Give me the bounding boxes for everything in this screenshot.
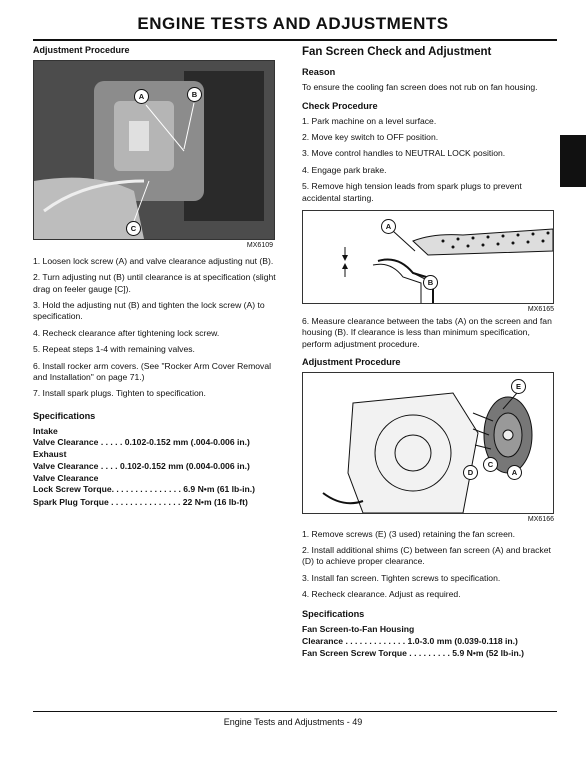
fan-screen-diagram-image	[303, 373, 553, 513]
figure-callout: B	[423, 275, 438, 290]
step-text: 5. Repeat steps 1-4 with remaining valves.	[33, 344, 195, 355]
step-text: 1. Park machine on a level surface.	[302, 115, 437, 126]
step-text: 2. Install additional shims (C) between fan screen (A) and bracket (D) to achieve proper clearance.	[302, 544, 551, 567]
specifications-heading: Specifications	[302, 609, 365, 620]
figure-callout: C	[126, 221, 141, 236]
spec-subhead: Valve Clearance	[33, 473, 99, 484]
spec-line: Valve Clearance . . . . 0.102-0.152 mm (0.004-0.006 in.)	[33, 460, 250, 471]
figure-callout: E	[511, 379, 526, 394]
step-text: 1. Loosen lock screw (A) and valve clearance adjusting nut (B).	[33, 256, 274, 267]
spec-line: Lock Screw Torque. . . . . . . . . . . . . . . 6.9 N•m (61 lb-in.)	[33, 484, 256, 495]
figure-callout: B	[187, 87, 202, 102]
step-text: 6. Measure clearance between the tabs (A) on the screen and fan housing (B). If clearance is less than minimum specification, perform adjustment procedure.	[302, 316, 552, 349]
spec-subhead: Intake	[33, 425, 58, 436]
figure-callout: D	[463, 465, 478, 480]
fan-screen-figure	[302, 372, 554, 514]
step-text: 2. Turn adjusting nut (B) until clearance is at specification (slight drag on feeler gauge [C]).	[33, 272, 276, 294]
adjustment-procedure-heading: Adjustment Procedure	[302, 357, 401, 368]
title-rule	[33, 39, 557, 41]
valve-adjustment-figure	[33, 60, 275, 240]
page-title: ENGINE TESTS AND ADJUSTMENTS	[137, 14, 449, 33]
figure-label: MX6165	[527, 305, 554, 313]
reason-text: To ensure the cooling fan screen does not rub on fan housing.	[302, 82, 538, 93]
step-text: 3. Move control handles to NEUTRAL LOCK position.	[302, 148, 506, 159]
step-text: 4. Recheck clearance. Adjust as required.	[302, 588, 461, 599]
figure-label: MX6109	[246, 241, 273, 249]
left-column	[33, 45, 286, 509]
step-text: 1. Remove screws (E) (3 used) retaining the fan screen.	[302, 528, 516, 539]
step-text: 4. Recheck clearance after tightening lock screw.	[33, 327, 220, 338]
check-procedure-heading: Check Procedure	[302, 100, 378, 111]
specifications-heading: Specifications	[33, 410, 96, 421]
step-text: 2. Move key switch to OFF position.	[302, 132, 439, 143]
figure-callout: A	[507, 465, 522, 480]
figure-callout: A	[134, 89, 149, 104]
section-thumb-tab	[560, 135, 586, 187]
page-footer: Engine Tests and Adjustments - 49	[223, 717, 363, 727]
clearance-figure	[302, 210, 554, 304]
step-text: 5. Remove high tension leads from spark plugs to prevent accidental starting.	[302, 181, 522, 203]
fan-screen-heading: Fan Screen Check and Adjustment	[302, 46, 492, 58]
step-text: 4. Engage park brake.	[302, 164, 387, 175]
step-text: 3. Install fan screen. Tighten screws to specification.	[302, 572, 501, 583]
valve-photo-image	[34, 61, 274, 239]
step-text: 6. Install rocker arm covers. (See "Rocker Arm Cover Removal and Installation" on page 71.)	[33, 360, 272, 382]
footer-rule	[33, 711, 557, 712]
right-column	[302, 45, 558, 660]
spec-line: Clearance . . . . . . . . . . . . . 1.0-3.0 mm (0.039-0.118 in.)	[302, 635, 518, 646]
spec-line: Fan Screen Screw Torque . . . . . . . . . 5.9 N•m (52 lb-in.)	[302, 648, 525, 659]
spec-subhead: Fan Screen-to-Fan Housing	[302, 624, 415, 635]
spec-subhead: Exhaust	[33, 449, 67, 460]
spec-line: Valve Clearance . . . . . 0.102-0.152 mm (.004-0.006 in.)	[33, 437, 250, 448]
left-adjustment-heading: Adjustment Procedure	[33, 45, 130, 55]
reason-heading: Reason	[302, 67, 336, 78]
figure-callout: C	[483, 457, 498, 472]
figure-label: MX6166	[527, 516, 554, 524]
step-text: 7. Install spark plugs. Tighten to specification.	[33, 388, 206, 399]
spec-line: Spark Plug Torque . . . . . . . . . . . . . . . 22 N•m (16 lb-ft)	[33, 496, 248, 507]
figure-callout: A	[381, 219, 396, 234]
step-text: 3. Hold the adjusting nut (B) and tighten the lock screw (A) to specification.	[33, 300, 265, 322]
